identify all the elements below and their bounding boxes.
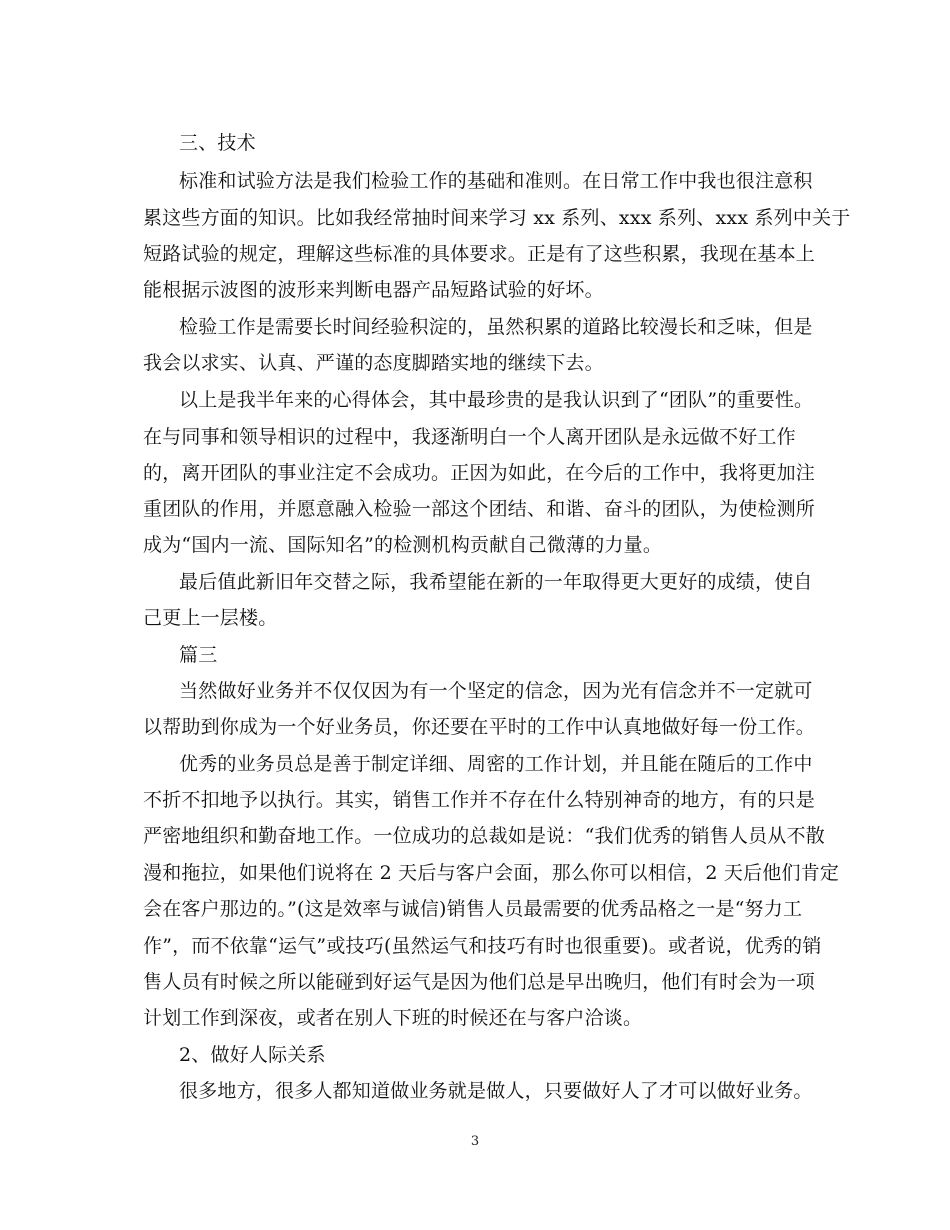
paragraph-line: 漫和拖拉，如果他们说将在 2 天后与客户会面，那么你可以相信，2 天后他们肯定 (143, 862, 840, 884)
paragraph-line: 能根据示波图的波形来判断电器产品短路试验的好坏。 (143, 279, 604, 301)
paragraph-line: 最后值此新旧年交替之际，我希望能在新的一年取得更大更好的成绩，使自 (179, 571, 813, 593)
paragraph-line: 很多地方，很多人都知道做业务就是做人，只要做好人了才可以做好业务。 (179, 1080, 813, 1102)
paragraph-line: 标准和试验方法是我们检验工作的基础和准则。在日常工作中我也很注意积 (179, 170, 813, 192)
paragraph-line: 会在客户那边的。”(这是效率与诚信)销售人员最需要的优秀品格之一是“努力工 (143, 898, 803, 920)
paragraph-line: 重团队的作用，并愿意融入检验一部这个团结、和谐、奋斗的团队，为使检测所 (143, 498, 816, 520)
section-heading: 篇三 (179, 644, 218, 666)
paragraph-line: 以上是我半年来的心得体会，其中最珍贵的是我认识到了“团队”的重要性。 (179, 389, 814, 411)
section-heading: 2、做好人际关系 (179, 1044, 326, 1066)
paragraph-line: 不折不扣地予以执行。其实，销售工作并不存在什么特别神奇的地方，有的只是 (143, 789, 816, 811)
paragraph-line: 己更上一层楼。 (143, 607, 278, 629)
paragraph-line: 累这些方面的知识。比如我经常抽时间来学习 xx 系列、xxx 系列、xxx 系列中关于 (143, 207, 851, 229)
paragraph-line: 计划工作到深夜，或者在别人下班的时候还在与客户洽谈。 (143, 1007, 643, 1029)
paragraph-line: 严密地组织和勤奋地工作。一位成功的总裁如是说：“我们优秀的销售人员从不散 (143, 825, 825, 847)
paragraph-line: 优秀的业务员总是善于制定详细、周密的工作计划，并且能在随后的工作中 (179, 753, 813, 775)
page-number: 3 (470, 1134, 480, 1149)
paragraph-line: 以帮助到你成为一个好业务员，你还要在平时的工作中认真地做好每一份工作。 (143, 716, 816, 738)
paragraph-line: 售人员有时候之所以能碰到好运气是因为他们总是早出晚归，他们有时会为一项 (143, 971, 816, 993)
paragraph-line: 成为“国内一流、国际知名”的检测机构贡献自己微薄的力量。 (143, 534, 663, 556)
paragraph-line: 在与同事和领导相识的过程中，我逐渐明白一个人离开团队是永远做不好工作 (143, 426, 796, 448)
paragraph-line: 当然做好业务并不仅仅因为有一个坚定的信念，因为光有信念并不一定就可 (179, 680, 813, 702)
paragraph-line: 作”，而不依靠“运气”或技巧(虽然运气和技巧有时也很重要)。或者说，优秀的销 (143, 935, 822, 957)
paragraph-line: 的，离开团队的事业注定不会成功。正因为如此，在今后的工作中，我将更加注 (143, 462, 816, 484)
section-heading: 三、技术 (179, 132, 256, 154)
paragraph-line: 我会以求实、认真、严谨的态度脚踏实地的继续下去。 (143, 352, 604, 374)
paragraph-line: 检验工作是需要长时间经验积淀的，虽然积累的道路比较漫长和乏味，但是 (179, 316, 813, 338)
paragraph-line: 短路试验的规定，理解这些标准的具体要求。正是有了这些积累，我现在基本上 (143, 243, 816, 265)
